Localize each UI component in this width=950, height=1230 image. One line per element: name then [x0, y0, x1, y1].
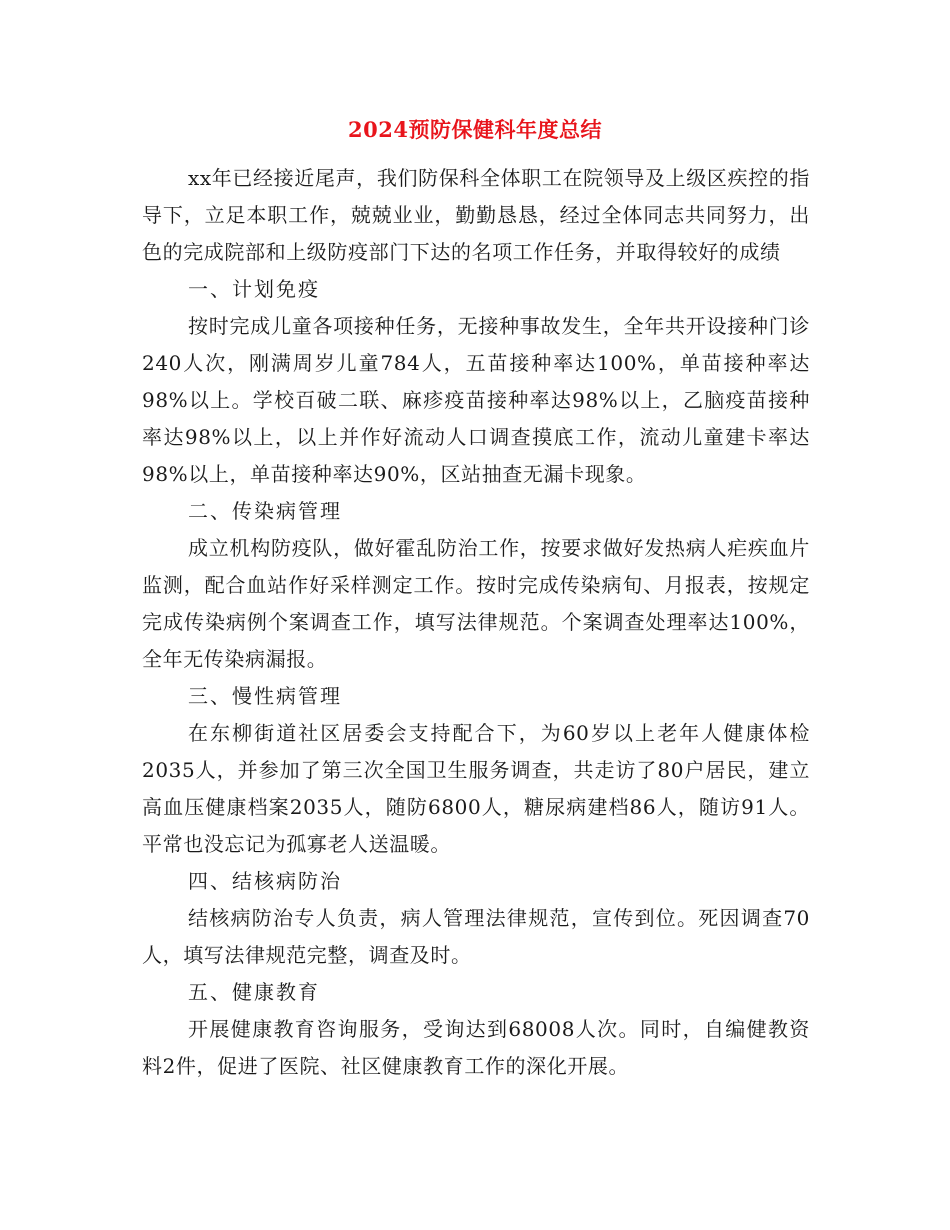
section-heading-tuberculosis: 四、结核病防治 — [188, 869, 342, 893]
section-heading-chronic-disease: 三、慢性病管理 — [188, 684, 342, 708]
section-heading-immunization: 一、计划免疫 — [188, 277, 320, 301]
section-text-health-education: 开展健康教育咨询服务，受询达到68008人次。同时，自编健教资料2件，促进了医院、社区健康教育工作的深化开展。 — [142, 1017, 810, 1078]
section-text-tuberculosis: 结核病防治专人负责，病人管理法律规范，宣传到位。死因调查70人，填写法律规范完整，调查及时。 — [142, 906, 810, 967]
section-heading-health-education: 五、健康教育 — [188, 980, 320, 1004]
section-text-immunization: 按时完成儿童各项接种任务，无接种事故发生，全年共开设接种门诊240人次，刚满周岁儿童784人，五苗接种率达100%，单苗接种率达98%以上。学校百破二联、麻疹疫苗接种率达98%以上，乙脑疫苗接种率达98%以上，以上并作好流动人口调查摸底工作，流动儿童建卡率达98%以上，单苗接种率达90%，区站抽查无漏卡现象。 — [142, 314, 810, 486]
section-heading-infectious-disease: 二、传染病管理 — [188, 499, 342, 523]
section-text-infectious-disease: 成立机构防疫队，做好霍乱防治工作，按要求做好发热病人疟疾血片监测，配合血站作好采样测定工作。按时完成传染病旬、月报表，按规定完成传染病例个案调查工作，填写法律规范。个案调查处理率达100%，全年无传染病漏报。 — [142, 536, 810, 671]
document-body — [142, 160, 810, 1085]
intro-paragraph: xx年已经接近尾声，我们防保科全体职工在院领导及上级区疾控的指导下，立足本职工作，兢兢业业，勤勤恳恳，经过全体同志共同努力，出色的完成院部和上级防疫部门下达的名项工作任务，并取得较好的成绩 — [142, 166, 810, 264]
section-text-chronic-disease: 在东柳街道社区居委会支持配合下，为60岁以上老年人健康体检2035人，并参加了第三次全国卫生服务调查，共走访了80户居民，建立高血压健康档案2035人，随防6800人，糖尿病建档86人，随访91人。平常也没忘记为孤寡老人送温暖。 — [142, 721, 810, 856]
document-title: 2024预防保健科年度总结 — [348, 117, 602, 142]
